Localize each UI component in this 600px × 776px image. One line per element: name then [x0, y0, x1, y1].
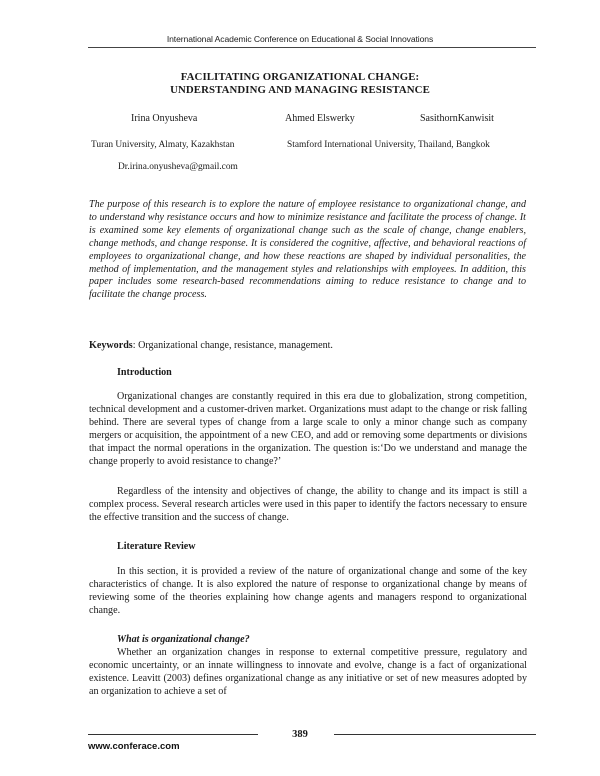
keywords-label: Keywords: [89, 340, 133, 351]
footer-website-link[interactable]: www.conferace.com: [88, 741, 180, 752]
header-divider: [88, 47, 536, 48]
keywords-line: [89, 340, 526, 351]
author-3: SasithornKanwisit: [420, 113, 494, 124]
keywords-text: : Organizational change, resistance, management.: [132, 340, 333, 351]
running-header: International Academic Conference on Educational & Social Innovations: [166, 34, 434, 44]
abstract: The purpose of this research is to explore the nature of employee resistance to organizational change, and to understand why resistance occurs and how to minimize resistance and facilitate the process of change. It is examined some key elements of organizational change such as the scale of change, change enablers, change methods, and change response. It is considered the cognitive, affective, and behavioral reactions of employees to organizational change, and how these reactions are shaped by individual personalities, the method of implementation, and the management styles and relationships with employees. In addition, this paper includes some research-based recommendations aiming to reduce resistance to change and to facilitate the change process.: [89, 199, 526, 301]
affiliation-right: Stamford International University, Thailand, Bangkok: [287, 140, 490, 150]
author-2: Ahmed Elswerky: [285, 113, 355, 124]
what-is-change-subheading: What is organizational change?: [117, 634, 250, 645]
what-is-change-paragraph-1: Whether an organization changes in response to external competitive pressure, regulatory and economic uncertainty, or an innate willingness to innovate and evolve, change is a fact of organizational existence. Leavitt (2003) defines organizational change as any initiative or set of new measures adopted by an organization to achieve a set of: [89, 647, 527, 697]
literature-review-heading: Literature Review: [117, 541, 196, 552]
paper-title-line-1: FACILITATING ORGANIZATIONAL CHANGE:: [180, 71, 420, 83]
footer-divider-left: [88, 734, 258, 735]
footer-divider-right: [334, 734, 536, 735]
page-number: 389: [292, 729, 308, 740]
introduction-paragraph-2: Regardless of the intensity and objectives of change, the ability to change and its impact is still a complex process. Several research articles were used in this paper to identify the factors necessary to ensure the effective transition and the success of change.: [89, 486, 527, 523]
author-email[interactable]: Dr.irina.onyusheva@gmail.com: [118, 162, 238, 172]
literature-review-paragraph-1: In this section, it is provided a review of the nature of organizational change and some of the key characteristics of change. It is also explored the nature of response to organizational change by means of reviewing some of the theories explaining how change agents and managers respond to organizational change.: [89, 566, 527, 616]
author-1: Irina Onyusheva: [131, 113, 198, 124]
paper-title-line-2: UNDERSTANDING AND MANAGING RESISTANCE: [170, 84, 430, 96]
introduction-heading: Introduction: [117, 367, 172, 378]
introduction-paragraph-1: Organizational changes are constantly required in this era due to globalization, strong competition, technical development and a customer-driven market. Organizations must adapt to the change or risk falling behind. There are several types of change from a large scale to only a minor change such as company mergers or acquisition, the appointment of a new CEO, and add or removing some departments or divisions that impact the normal operations in the organization. The question is:‘Do we understand and manage the change properly to avoid resistance to change?’: [89, 391, 527, 467]
affiliation-left: Turan University, Almaty, Kazakhstan: [91, 140, 235, 150]
